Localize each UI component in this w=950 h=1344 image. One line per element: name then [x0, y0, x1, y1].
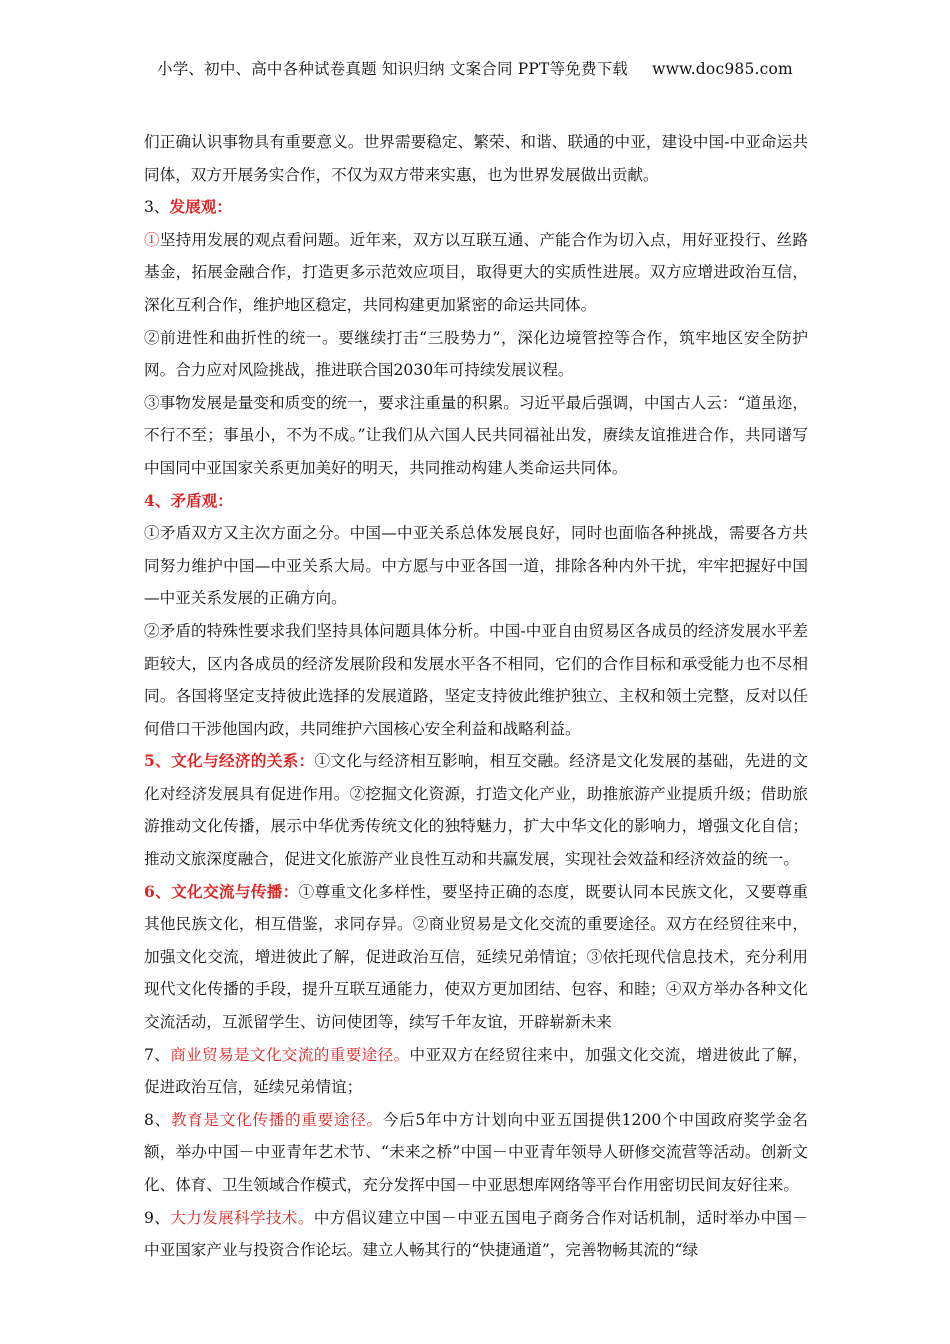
paragraph-technology [144, 1202, 808, 1267]
paragraph-trade [144, 1039, 808, 1104]
heading-culture-exchange: 6、文化交流与传播： [144, 881, 299, 901]
paragraph-education [144, 1104, 808, 1202]
paragraph-text: 中方倡议建立中国－中亚五国电子商务合作对话机制，适时举办中国－中亚国家产业与投资合作论坛。建立人畅其行的“快捷通道”，完善物畅其流的“绿 [144, 1208, 808, 1260]
heading-number: 7、 [144, 1045, 171, 1064]
paragraph-development-3: ③事物发展是量变和质变的统一，要求注重量的积累。习近平最后强调，中国古人云：“道虽迩，不行不至；事虽小，不为不成。”让我们从六国人民共同福祉出发，赓续友谊推进合作，共同谱写中国同中亚国家关系更加美好的明天，共同推动构建人类命运共同体。 [144, 393, 808, 477]
heading-number: 3、 [144, 198, 170, 217]
paragraph-text: ①文化与经济相互影响，相互交融。经济是文化发展的基础，先进的文化对经济发展具有促进作用。②挖掘文化资源，打造文化产业，助推旅游产业提质升级；借助旅游推动文化传播，展示中华优秀传统文化的独特魅力，扩大中华文化的影响力，增强文化自信；推动文旅深度融合，促进文化旅游产业良性互动和共赢发展，实现社会效益和经济效益的统一。 [144, 752, 808, 869]
paragraph-text: 坚持用发展的观点看问题。近年来，双方以互联互通、产能合作为切入点，用好亚投行、丝路基金，拓展金融合作，打造更多示范效应项目，取得更大的实质性进展。双方应增进政治互信，深化互利合作，维护地区稳定，共同构建更加紧密的命运共同体。 [144, 230, 808, 314]
heading-number: 9、 [144, 1208, 171, 1227]
header-url[interactable]: www.doc985.com [652, 60, 793, 78]
paragraph-text: 今后5年中方计划向中亚五国提供1200个中国政府奖学金名额，举办中国－中亚青年艺术节、“未来之桥”中国－中亚青年领导人研修交流营等活动。创新文化、体育、卫生领域合作模式，充分发挥中国－中亚思想库网络等平台作用密切民间友好往来。 [144, 1110, 809, 1194]
heading-technology: 大力发展科学技术。 [170, 1208, 314, 1227]
paragraph-intro: 们正确认识事物具有重要意义。世界需要稳定、繁荣、和谐、联通的中亚，建设中国-中亚命运共同体，双方开展务实合作，不仅为双方带来实惠，也为世界发展做出贡献。 [144, 133, 808, 184]
paragraph-development-1 [144, 224, 808, 322]
paragraph-culture-exchange [144, 876, 808, 1039]
circled-number-mark: ① [144, 230, 160, 249]
paragraph-text: 中亚双方在经贸往来中，加强文化交流，增进彼此了解，促进政治互信，延续兄弟情谊； [144, 1045, 808, 1097]
heading-development [144, 191, 808, 224]
heading-number: 8、 [144, 1110, 171, 1129]
paragraph-culture-economy [144, 745, 808, 875]
heading-trade: 商业贸易是文化交流的重要途径。 [170, 1045, 410, 1064]
page-header [0, 57, 950, 79]
paragraph-contradiction-2: ②矛盾的特殊性要求我们坚持具体问题具体分析。中国-中亚自由贸易区各成员的经济发展水平差距较大，区内各成员的经济发展阶段和发展水平各不相同，它们的合作目标和承受能力也不尽相同。各国将坚定支持彼此选择的发展道路，坚定支持彼此维护独立、主权和领土完整，反对以任何借口干涉他国内政，共同维护六国核心安全利益和战略利益。 [144, 621, 808, 738]
paragraph-text: ①尊重文化多样性，要坚持正确的态度，既要认同本民族文化，又要尊重其他民族文化，相互借鉴，求同存异。②商业贸易是文化交流的重要途径。双方在经贸往来中，加强文化交流，增进彼此了解，促进政治互信，延续兄弟情谊；③依托现代信息技术，充分利用现代文化传播的手段，提升互联互通能力，使双方更加团结、包容、和睦；④双方举办各种文化交流活动，互派留学生、访问使团等，续写千年友谊，开辟崭新未来 [144, 882, 808, 1032]
paragraph-contradiction-1: ①矛盾双方又主次方面之分。中国—中亚关系总体发展良好，同时也面临各种挑战，需要各方共同努力维护中国—中亚关系大局。中方愿与中亚各国一道，排除各种内外干扰，牢牢把握好中国—中亚关系发展的正确方向。 [144, 524, 808, 608]
document-body [144, 126, 808, 1267]
heading-education: 教育是文化传播的重要途径。 [170, 1110, 383, 1129]
heading-culture-economy: 5、文化与经济的关系： [144, 751, 315, 771]
header-text: 小学、初中、高中各种试卷真题 知识归纳 文案合同 PPT等免费下载 [157, 60, 629, 78]
heading-contradiction: 4、矛盾观： [144, 490, 233, 510]
paragraph-development-2: ②前进性和曲折性的统一。要继续打击“三股势力”，深化边境管控等合作，筑牢地区安全防护网。合力应对风险挑战，推进联合国2030年可持续发展议程。 [144, 328, 808, 380]
heading-title: 发展观： [169, 197, 232, 217]
